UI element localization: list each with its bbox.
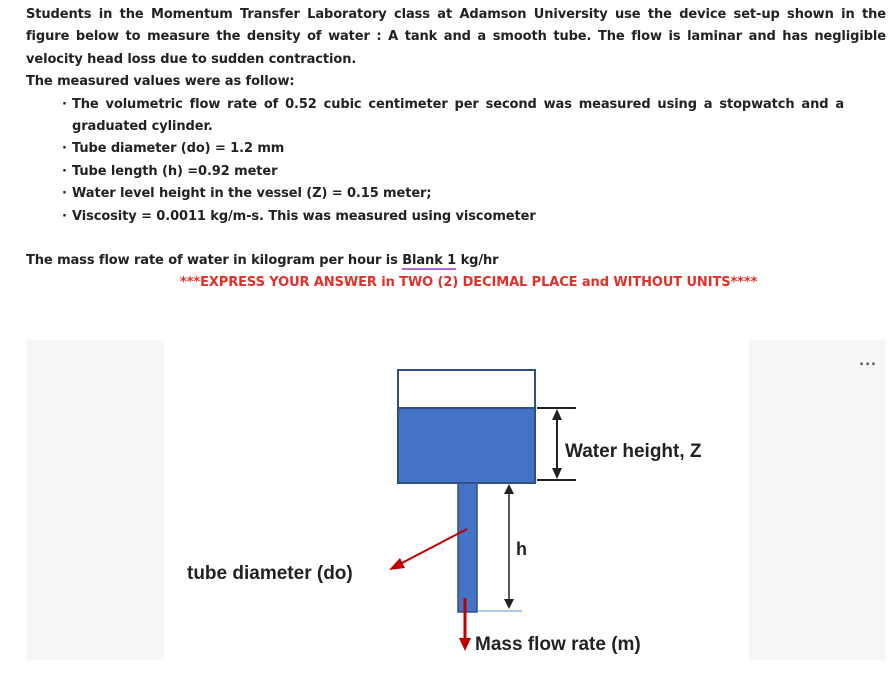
- tube: [458, 483, 477, 612]
- list-item: · The volumetric flow rate of 0.52 cubic centimeter per second was measured using a stopwatch and a graduated cylinder.: [62, 94, 886, 139]
- h-label: h: [516, 539, 527, 559]
- instruction-text: ***EXPRESS YOUR ANSWER in TWO (2) DECIMAL PLACE and WITHOUT UNITS****: [180, 275, 758, 291]
- answer-prompt: The mass flow rate of water in kilogram per hour is Blank 1 kg/hr: [26, 253, 499, 269]
- tube-diameter-arrow: [400, 529, 467, 564]
- blank-1-field[interactable]: Blank 1: [402, 253, 457, 269]
- list-item: · Tube length (h) =0.92 meter: [62, 161, 886, 183]
- tank-air-space: [398, 370, 535, 408]
- water-height-label: Water height, Z: [565, 441, 702, 462]
- mass-flow-label: Mass flow rate (m): [475, 634, 641, 655]
- list-item: · Tube diameter (do) = 1.2 mm: [62, 138, 886, 160]
- more-options-icon[interactable]: ...: [859, 354, 877, 369]
- measured-heading: The measured values were as follow:: [26, 74, 295, 90]
- arrowhead-icon: [504, 599, 514, 609]
- tube-diameter-label: tube diameter (do): [187, 563, 353, 584]
- list-item: · Water level height in the vessel (Z) = 0.15 meter;: [62, 183, 886, 205]
- arrowhead-icon: [504, 484, 514, 494]
- arrowhead-icon: [552, 468, 562, 479]
- intro-paragraph: Students in the Momentum Transfer Laboratory class at Adamson University use the device set-up shown in the figure below to measure the density of water : A tank and a smooth tube. The flow is laminar and has negligible velocity head loss due to sudden contraction.: [26, 7, 886, 67]
- tank-water: [398, 408, 535, 483]
- list-item: · Viscosity = 0.0011 kg/m-s. This was measured using viscometer: [62, 206, 886, 228]
- arrowhead-icon: [459, 638, 471, 651]
- arrowhead-icon: [389, 558, 405, 570]
- arrowhead-icon: [552, 409, 562, 420]
